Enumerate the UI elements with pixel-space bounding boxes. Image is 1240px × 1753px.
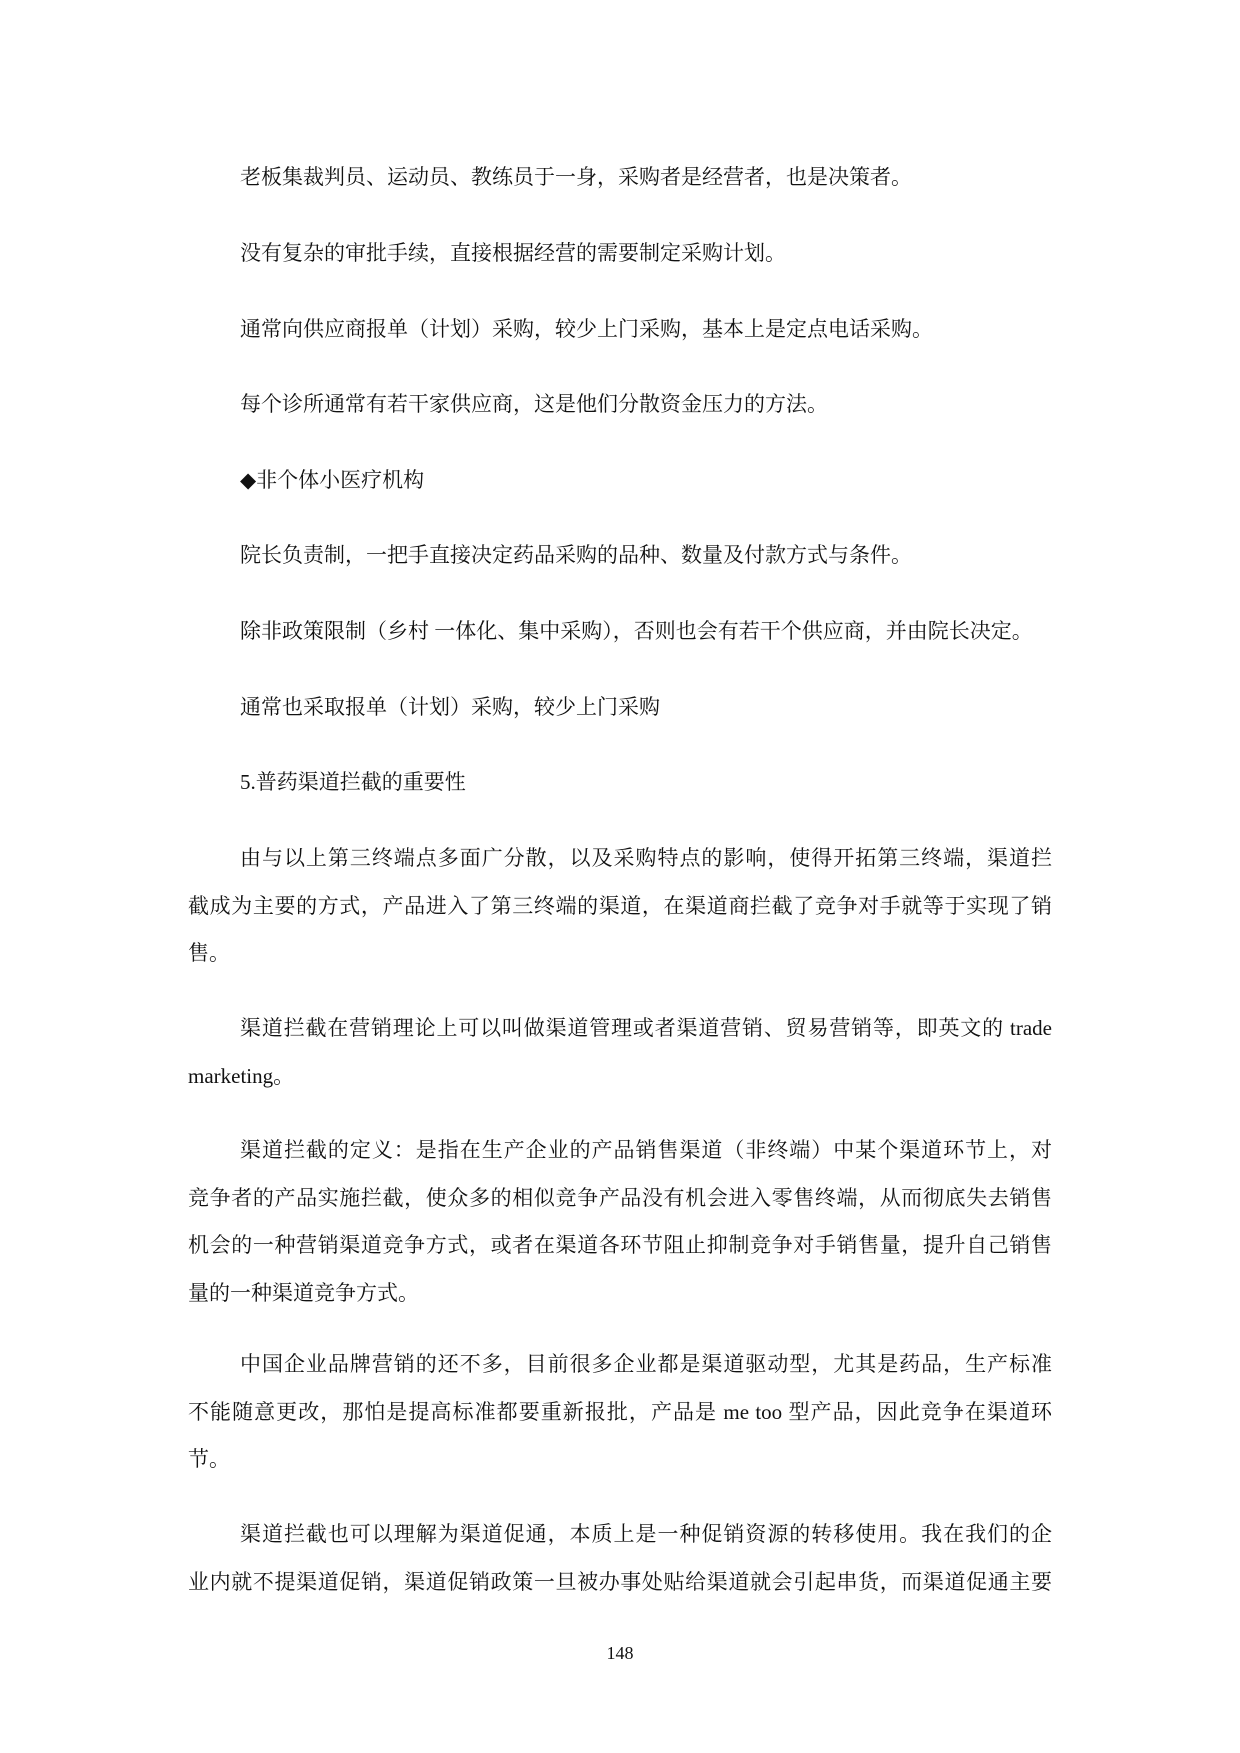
- text-line: 每个诊所通常有若干家供应商，这是他们分散资金压力的方法。: [240, 392, 828, 416]
- text-line: 售。: [188, 941, 230, 965]
- paragraph: [188, 1341, 1052, 1484]
- section-heading: [188, 759, 1052, 807]
- paragraph: [188, 154, 1052, 202]
- paragraph: [188, 1511, 1052, 1606]
- text-line: 院长负责制，一把手直接决定药品采购的品种、数量及付款方式与条件。: [240, 543, 912, 567]
- paragraph: [188, 835, 1052, 978]
- text-line: 渠道拦截的定义：是指在生产企业的产品销售渠道（非终端）中某个渠道环节上，对: [240, 1138, 1052, 1162]
- paragraph: [188, 1005, 1052, 1100]
- paragraph: [188, 230, 1052, 278]
- text-line: 老板集裁判员、运动员、教练员于一身，采购者是经营者，也是决策者。: [240, 165, 912, 189]
- text-line: 5.普药渠道拦截的重要性: [240, 770, 466, 794]
- section-heading: [188, 457, 1052, 505]
- paragraph: [188, 532, 1052, 580]
- text-line: 渠道拦截也可以理解为渠道促通，本质上是一种促销资源的转移使用。我在我们的企: [240, 1522, 1052, 1546]
- text-line: 渠道拦截在营销理论上可以叫做渠道管理或者渠道营销、贸易营销等，即英文的 trade: [240, 1016, 1052, 1040]
- text-line: 中国企业品牌营销的还不多，目前很多企业都是渠道驱动型，尤其是药品，生产标准: [240, 1352, 1052, 1376]
- text-line: 不能随意更改，那怕是提高标准都要重新报批，产品是 me too 型产品，因此竞争在渠道环: [188, 1399, 1052, 1424]
- text-line: marketing。: [188, 1063, 295, 1088]
- page-number: 148: [606, 1643, 634, 1663]
- paragraph: [188, 381, 1052, 429]
- text-line: 除非政策限制（乡村 一体化、集中采购），否则也会有若干个供应商，并由院长决定。: [240, 619, 1033, 643]
- text-line: ◆非个体小医疗机构: [240, 468, 425, 492]
- text-line: 没有复杂的审批手续，直接根据经营的需要制定采购计划。: [240, 241, 786, 265]
- text-line: 通常也采取报单（计划）采购，较少上门采购: [240, 695, 660, 719]
- paragraph: [188, 306, 1052, 354]
- text-line: 竞争者的产品实施拦截，使众多的相似竞争产品没有机会进入零售终端，从而彻底失去销售: [188, 1185, 1052, 1210]
- text-line: 业内就不提渠道促销，渠道促销政策一旦被办事处贴给渠道就会引起串货，而渠道促通主要: [188, 1569, 1052, 1594]
- paragraph: [188, 608, 1052, 656]
- text-line: 量的一种渠道竞争方式。: [188, 1280, 419, 1305]
- text-line: 节。: [188, 1447, 230, 1471]
- text-line: 机会的一种营销渠道竞争方式，或者在渠道各环节阻止抑制竞争对手销售量，提升自己销售: [188, 1233, 1052, 1257]
- text-line: 截成为主要的方式，产品进入了第三终端的渠道，在渠道商拦截了竞争对手就等于实现了销: [188, 893, 1052, 918]
- paragraph: [188, 684, 1052, 732]
- text-line: 通常向供应商报单（计划）采购，较少上门采购，基本上是定点电话采购。: [240, 317, 933, 341]
- paragraph: [188, 1127, 1052, 1317]
- text-line: 由与以上第三终端点多面广分散，以及采购特点的影响，使得开拓第三终端，渠道拦: [240, 846, 1052, 870]
